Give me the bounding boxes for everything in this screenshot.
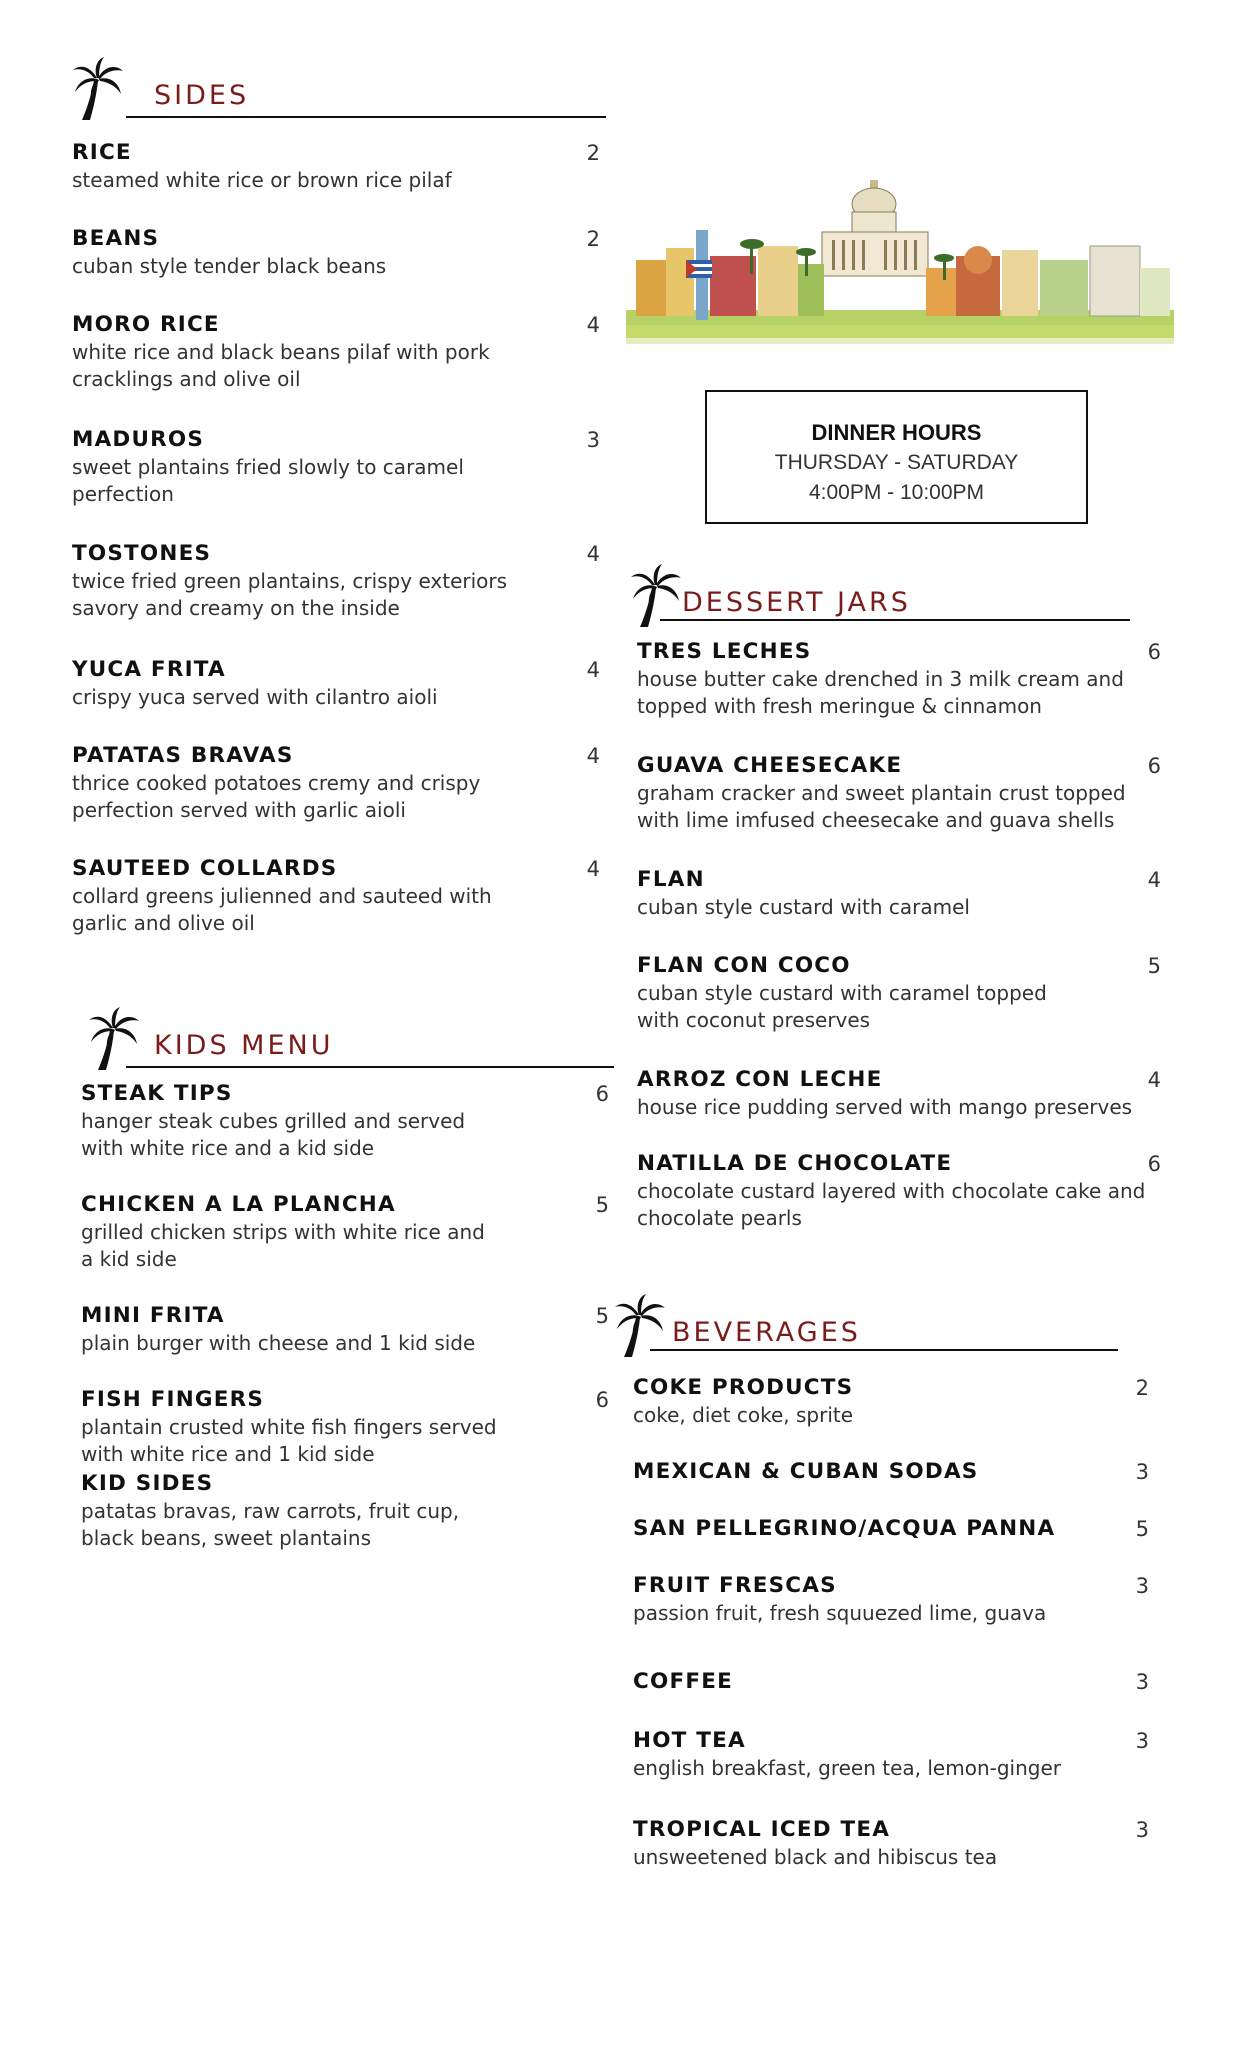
menu-item-description: perfection served with garlic aioli	[72, 798, 406, 822]
desserts-header	[630, 563, 1130, 633]
menu-item-description: topped with fresh meringue & cinnamon	[637, 694, 1042, 718]
menu-item-name: YUCA FRITA	[72, 657, 226, 682]
menu-item-name: NATILLA DE CHOCOLATE	[637, 1151, 953, 1176]
menu-item-price: 3	[1135, 1729, 1149, 1753]
menu-item	[637, 952, 1161, 1034]
menu-item	[633, 1816, 1149, 1871]
menu-item-name: TOSTONES	[72, 541, 212, 566]
menu-item-price: 3	[1135, 1670, 1149, 1694]
menu-item-description: chocolate pearls	[637, 1206, 802, 1230]
menu-item-price: 4	[586, 857, 600, 881]
menu-item-description: black beans, sweet plantains	[81, 1526, 372, 1550]
menu-item-description: perfection	[72, 482, 174, 506]
menu-item	[633, 1572, 1149, 1627]
menu-item	[633, 1727, 1149, 1782]
menu-item	[81, 1191, 609, 1273]
menu-item-name: FLAN	[637, 867, 705, 892]
menu-item-name: MEXICAN & CUBAN SODAS	[633, 1459, 979, 1484]
menu-item-description: cuban style tender black beans	[72, 254, 387, 278]
menu-item-description: english breakfast, green tea, lemon-ginger	[633, 1756, 1061, 1780]
menu-item	[637, 1066, 1161, 1121]
menu-item-price: 3	[586, 428, 600, 452]
menu-item-description: a kid side	[81, 1247, 177, 1271]
menu-item	[633, 1515, 1149, 1543]
menu-item-name: RICE	[72, 140, 132, 165]
menu-item-name: COFFEE	[633, 1669, 734, 1694]
menu-item-price: 4	[586, 658, 600, 682]
menu-item-description: unsweetened black and hibiscus tea	[633, 1845, 998, 1869]
menu-item-price: 6	[595, 1082, 609, 1106]
beverages-header	[614, 1293, 1118, 1363]
sides-rule	[126, 116, 606, 118]
menu-item-description: collard greens julienned and sauteed with	[72, 884, 492, 908]
menu-item-price: 3	[1135, 1574, 1149, 1598]
sides-title: SIDES	[154, 80, 250, 111]
menu-item	[81, 1470, 609, 1552]
menu-item-name: MORO RICE	[72, 312, 220, 337]
menu-item-description: house rice pudding served with mango preserves	[637, 1095, 1133, 1119]
palm-tree-icon	[72, 56, 124, 122]
menu-item	[81, 1386, 609, 1468]
menu-item-description: crispy yuca served with cilantro aioli	[72, 685, 438, 709]
dinner-hours-box	[705, 390, 1088, 524]
menu-item-description: cracklings and olive oil	[72, 367, 301, 391]
menu-item-price: 3	[1135, 1818, 1149, 1842]
menu-item-price: 4	[586, 744, 600, 768]
menu-item-name: FISH FINGERS	[81, 1387, 265, 1412]
menu-item	[72, 225, 600, 280]
menu-item-name: CHICKEN A LA PLANCHA	[81, 1192, 396, 1217]
menu-item	[72, 742, 600, 824]
kids-header	[88, 1006, 614, 1076]
menu-item-name: TRES LECHES	[637, 639, 812, 664]
menu-item-price: 5	[595, 1193, 609, 1217]
hours-time: 4:00PM - 10:00PM	[808, 481, 985, 504]
menu-item-description: cuban style custard with caramel topped	[637, 981, 1047, 1005]
menu-item-name: KID SIDES	[81, 1471, 214, 1496]
menu-item	[81, 1080, 609, 1162]
menu-item-name: SAUTEED COLLARDS	[72, 856, 338, 881]
menu-item-price: 4	[1147, 1068, 1161, 1092]
sides-header	[72, 56, 606, 126]
menu-item-description: thrice cooked potatoes cremy and crispy	[72, 771, 481, 795]
menu-item-description: with coconut preserves	[637, 1008, 871, 1032]
menu-item-description: grilled chicken strips with white rice and	[81, 1220, 485, 1244]
menu-item-description: graham cracker and sweet plantain crust topped	[637, 781, 1126, 805]
menu-item-description: plain burger with cheese and 1 kid side	[81, 1331, 476, 1355]
menu-item	[637, 752, 1161, 834]
menu-item-price: 5	[1135, 1517, 1149, 1541]
menu-item-description: cuban style custard with caramel	[637, 895, 970, 919]
menu-item-description: plantain crusted white fish fingers served	[81, 1415, 497, 1439]
menu-item-name: TROPICAL ICED TEA	[633, 1817, 891, 1842]
menu-item-name: FLAN CON COCO	[637, 953, 851, 978]
menu-item-price: 2	[1135, 1376, 1149, 1400]
menu-item-description: chocolate custard layered with chocolate cake and	[637, 1179, 1146, 1203]
menu-item-name: MINI FRITA	[81, 1303, 225, 1328]
menu-item-price: 4	[586, 542, 600, 566]
menu-item-price: 6	[595, 1388, 609, 1412]
menu-item	[637, 1150, 1161, 1232]
menu-item-description: passion fruit, fresh squuezed lime, guava	[633, 1601, 1047, 1625]
menu-item-name: BEANS	[72, 226, 160, 251]
menu-item-name: PATATAS BRAVAS	[72, 743, 294, 768]
menu-item	[637, 638, 1161, 720]
menu-item	[72, 139, 600, 194]
menu-item	[633, 1458, 1149, 1486]
kids-title: KIDS MENU	[154, 1030, 334, 1061]
menu-item-description: with white rice and 1 kid side	[81, 1442, 375, 1466]
palm-tree-icon	[88, 1006, 140, 1072]
menu-item-name: STEAK TIPS	[81, 1081, 233, 1106]
menu-item-description: savory and creamy on the inside	[72, 596, 400, 620]
menu-item-name: FRUIT FRESCAS	[633, 1573, 837, 1598]
menu-item-name: SAN PELLEGRINO/ACQUA PANNA	[633, 1516, 1056, 1541]
menu-item-price: 5	[595, 1304, 609, 1328]
beverages-rule	[650, 1349, 1118, 1351]
menu-item-description: with white rice and a kid side	[81, 1136, 375, 1160]
menu-item-description: patatas bravas, raw carrots, fruit cup,	[81, 1499, 460, 1523]
menu-item-description: coke, diet coke, sprite	[633, 1403, 854, 1427]
menu-item	[72, 426, 600, 508]
menu-item-description: steamed white rice or brown rice pilaf	[72, 168, 452, 192]
menu-item	[72, 540, 600, 622]
menu-item-price: 2	[586, 141, 600, 165]
menu-item-description: with lime imfused cheesecake and guava shells	[637, 808, 1115, 832]
menu-item	[72, 855, 600, 937]
menu-item-description: garlic and olive oil	[72, 911, 255, 935]
menu-item-name: COKE PRODUCTS	[633, 1375, 854, 1400]
havana-skyline-illustration	[626, 160, 1174, 350]
menu-item	[81, 1302, 609, 1357]
menu-item	[72, 311, 600, 393]
desserts-title: DESSERT JARS	[682, 587, 911, 618]
menu-item-description: hanger steak cubes grilled and served	[81, 1109, 466, 1133]
menu-item-description: house butter cake drenched in 3 milk cream and	[637, 667, 1124, 691]
desserts-rule	[660, 619, 1130, 621]
menu-item-description: twice fried green plantains, crispy exteriors	[72, 569, 508, 593]
hours-title: DINNER HOURS	[811, 420, 982, 445]
menu-item-description: white rice and black beans pilaf with pork	[72, 340, 490, 364]
menu-item	[633, 1374, 1149, 1429]
beverages-title: BEVERAGES	[672, 1317, 861, 1348]
menu-item-name: HOT TEA	[633, 1728, 746, 1753]
menu-item-description: sweet plantains fried slowly to caramel	[72, 455, 464, 479]
hours-days: THURSDAY - SATURDAY	[774, 451, 1019, 474]
menu-item	[637, 866, 1161, 921]
menu-item-price: 6	[1147, 1152, 1161, 1176]
menu-item	[72, 656, 600, 711]
menu-item-price: 6	[1147, 640, 1161, 664]
menu-item-price: 5	[1147, 954, 1161, 978]
menu-item-price: 4	[586, 313, 600, 337]
kids-rule	[126, 1066, 614, 1068]
menu-item-price: 4	[1147, 868, 1161, 892]
menu-item-name: MADUROS	[72, 427, 205, 452]
menu-item-name: GUAVA CHEESECAKE	[637, 753, 903, 778]
menu-item-name: ARROZ CON LECHE	[637, 1067, 883, 1092]
menu-item-price: 2	[586, 227, 600, 251]
menu-item	[633, 1668, 1149, 1696]
menu-item-price: 3	[1135, 1460, 1149, 1484]
menu-item-price: 6	[1147, 754, 1161, 778]
